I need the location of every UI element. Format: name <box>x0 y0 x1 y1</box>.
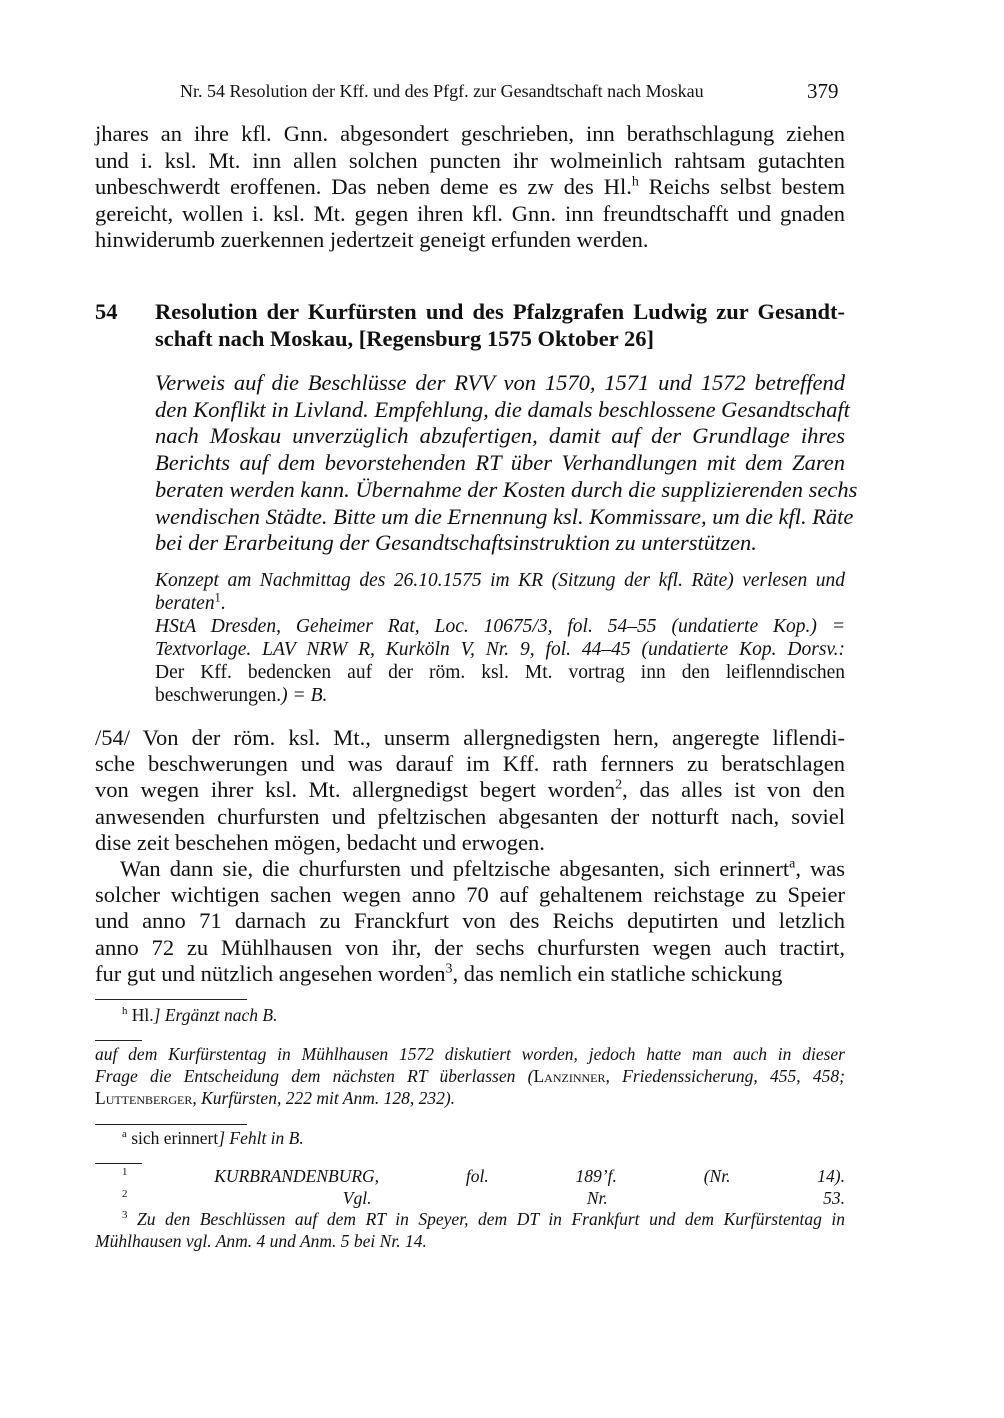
summary-line <box>155 450 845 476</box>
text-run: Frage die Entscheidung dem nächsten RT überlassen ( <box>95 1066 534 1086</box>
text-run: den Konflikt in Livland. Empfehlung, die damals beschlossene Gesandtschaft <box>155 396 850 422</box>
source-note-line <box>155 570 845 592</box>
carryover-line <box>95 201 845 227</box>
text-run: dise zeit beschehen mögen, bedacht und erwogen. <box>95 829 545 855</box>
body-2-line <box>120 856 845 882</box>
footnote-marker: 3 <box>122 1209 128 1222</box>
text-run: Hl. <box>127 1005 154 1025</box>
source-note-line <box>155 639 845 661</box>
text-run: ] Fehlt in B. <box>218 1128 304 1148</box>
page-number: 379 <box>807 79 839 103</box>
footnote-marker: a <box>122 1128 127 1141</box>
text-run: nach Moskau unverzüglich abzufertigen, damit auf der Grundlage ihres <box>155 423 845 449</box>
text-run: Berichts auf dem bevorstehenden RT über Verhandlungen mit dem Zaren <box>155 450 845 476</box>
text-run: von wegen ihrer ksl. Mt. allergnedigst begert worden <box>95 777 616 803</box>
text-run: , Friedenssicherung, 455, 458; <box>605 1066 845 1086</box>
source-note-line <box>155 685 845 707</box>
text-run: KURBRANDENBURG, fol. 189’f. (Nr. 14). <box>127 1166 845 1186</box>
source-note-line <box>155 590 845 615</box>
text-run: , das alles ist von den <box>622 777 845 803</box>
footnote-marker: h <box>631 174 639 190</box>
text-run: Vgl. Nr. 53. <box>127 1187 845 1208</box>
summary-line <box>155 370 845 396</box>
fn-h-line <box>122 1005 845 1026</box>
text-run: schaft nach Moskau, [Regensburg 1575 Oktober 26] <box>155 325 654 351</box>
body-1-line <box>95 777 845 803</box>
summary-line <box>155 423 845 449</box>
footnote-marker: 1 <box>122 1166 128 1179</box>
fn-numbered-line <box>122 1188 845 1209</box>
text-run: fur gut und nützlich angesehen worden <box>95 960 446 986</box>
footnote-marker: 1 <box>214 590 221 605</box>
doc-heading-line <box>155 326 845 352</box>
summary-line <box>155 396 850 423</box>
footnote-marker: h <box>122 1005 128 1018</box>
text-run: Textvorlage. LAV NRW R, Kurköln V, Nr. 9, fol. 44–45 (undatierte Kop. Dorsv.: <box>155 639 845 660</box>
text-run: ] Ergänzt nach B. <box>153 1005 278 1025</box>
text-run: beraten <box>155 593 215 614</box>
footnote-rule <box>95 1163 142 1164</box>
text-run: wendischen Städte. Bitte um die Ernennung ksl. Kommissare, um die kfl. Räte <box>155 503 854 529</box>
summary-line <box>155 530 845 556</box>
footnote-marker: 2 <box>615 777 623 793</box>
text-run: Verweis auf die Beschlüsse der RVV von 1570, 1571 und 1572 betreffend <box>155 370 845 395</box>
fn-numbered-line <box>122 1166 845 1187</box>
text-run: Der Kff. bedencken auf der röm. ksl. Mt. vortrag inn den leiflenndischen <box>155 662 845 683</box>
text-run: Wan dann sie, die churfursten und pfeltzische abgesanten, sich erinnert <box>120 856 790 881</box>
footnote-rule <box>95 1124 247 1125</box>
text-run: Lanzinner <box>533 1066 606 1086</box>
body-2-line <box>95 961 845 987</box>
footnote-rule <box>95 1040 142 1041</box>
text-run: HStA Dresden, Geheimer Rat, Loc. 10675/3, fol. 54–55 (undatierte Kop.) = <box>155 616 845 637</box>
document-number: 54 <box>95 299 118 324</box>
body-1-line <box>95 751 845 777</box>
footnote-marker: 3 <box>445 961 453 977</box>
text-run: und anno 71 darnach zu Franckfurt von des Reichs deputirten und letzlich <box>95 908 845 934</box>
text-run: , was <box>795 856 845 881</box>
text-run: Konzept am Nachmittag des 26.10.1575 im KR (Sitzung der kfl. Räte) verlesen und <box>155 570 845 591</box>
text-run: sich erinnert <box>126 1128 219 1148</box>
summary-line <box>155 503 854 530</box>
text-run: jhares an ihre kfl. Gnn. abgesondert geschrieben, inn berathschlagung ziehen <box>95 121 845 146</box>
running-header: Nr. 54 Resolution der Kff. und des Pfgf. zur Gesandtschaft nach Moskau <box>180 81 704 101</box>
text-run: unbeschwerdt eroffenen. Das neben deme es zw des Hl. <box>95 174 632 199</box>
summary-line <box>155 476 858 503</box>
body-1-line <box>95 830 845 856</box>
body-2-line <box>95 908 845 934</box>
fn-continued-line <box>95 1066 845 1087</box>
carryover-line <box>95 148 845 174</box>
body-1-line <box>95 725 845 751</box>
text-run: beschwerungen. <box>155 685 282 706</box>
carryover-line <box>95 227 845 253</box>
carryover-line <box>95 174 845 200</box>
body-1-line <box>95 804 845 830</box>
text-run: gereicht, wollen i. ksl. Mt. gegen ihren kfl. Gnn. inn freundtschafft und gnaden <box>95 200 845 226</box>
text-run: Reichs selbst bestem <box>638 174 845 199</box>
text-run: . <box>220 593 226 614</box>
fn-continued-line <box>95 1044 845 1065</box>
text-run: /54/ Von der röm. ksl. Mt., unserm allergnedigsten hern, angeregte liflendi- <box>95 725 845 750</box>
doc-heading-line <box>155 299 845 325</box>
text-run: , das nemlich ein statliche schickung <box>452 960 783 986</box>
body-2-line <box>95 882 845 908</box>
text-run: solcher wichtigen sachen wegen anno 70 auf gehaltenem reichstage zu Speier <box>95 882 845 908</box>
text-run: , Kurfürsten, 222 mit Anm. 128, 232). <box>192 1088 456 1108</box>
text-run: und i. ksl. Mt. inn allen solchen puncten ihr wolmeinlich rahtsam gutachten <box>95 147 845 173</box>
text-run: Zu den Beschlüssen auf dem RT in Speyer, dem DT in Frankfurt und dem Kurfürstentag in <box>127 1209 845 1230</box>
fn-numbered-line <box>122 1209 845 1230</box>
text-run: beraten werden kann. Übernahme der Kosten durch die supplizierenden sechs <box>155 476 858 502</box>
carryover-line <box>95 121 845 147</box>
text-run: anwesenden churfursten und pfeltzischen abgesanten der notturft nach, soviel <box>95 803 845 829</box>
footnote-marker: 2 <box>122 1187 128 1200</box>
text-run: Resolution der Kurfürsten und des Pfalzgrafen Ludwig zur Gesandt- <box>155 299 845 324</box>
fn-a-line <box>122 1128 845 1149</box>
footnote-rule <box>95 999 247 1000</box>
text-run: hinwiderumb zuerkennen jedertzeit geneigt erfunden werden. <box>95 227 649 252</box>
text-run: anno 72 zu Mühlhausen von ihr, der sechs churfursten wegen auch tractirt, <box>95 934 845 960</box>
text-run: auf dem Kurfürstentag in Mühlhausen 1572 diskutiert worden, jedoch hatte man auch in dieser <box>95 1044 845 1064</box>
text-run: sche beschwerungen und was darauf im Kff. rath fernners zu beratschlagen <box>95 751 845 777</box>
text-run: ) = B. <box>281 685 328 706</box>
source-note-line <box>155 616 845 638</box>
text-run: Mühlhausen vgl. Anm. 4 und Anm. 5 bei Nr. 14. <box>95 1230 427 1251</box>
fn-numbered-line <box>95 1231 845 1252</box>
fn-continued-line <box>95 1088 845 1109</box>
text-run: Luttenberger <box>95 1088 193 1108</box>
text-run: bei der Erarbeitung der Gesandtschaftsinstruktion zu unterstützen. <box>155 530 757 556</box>
body-2-line <box>95 935 845 961</box>
footnote-marker: a <box>789 856 796 872</box>
source-note-line <box>155 662 845 684</box>
